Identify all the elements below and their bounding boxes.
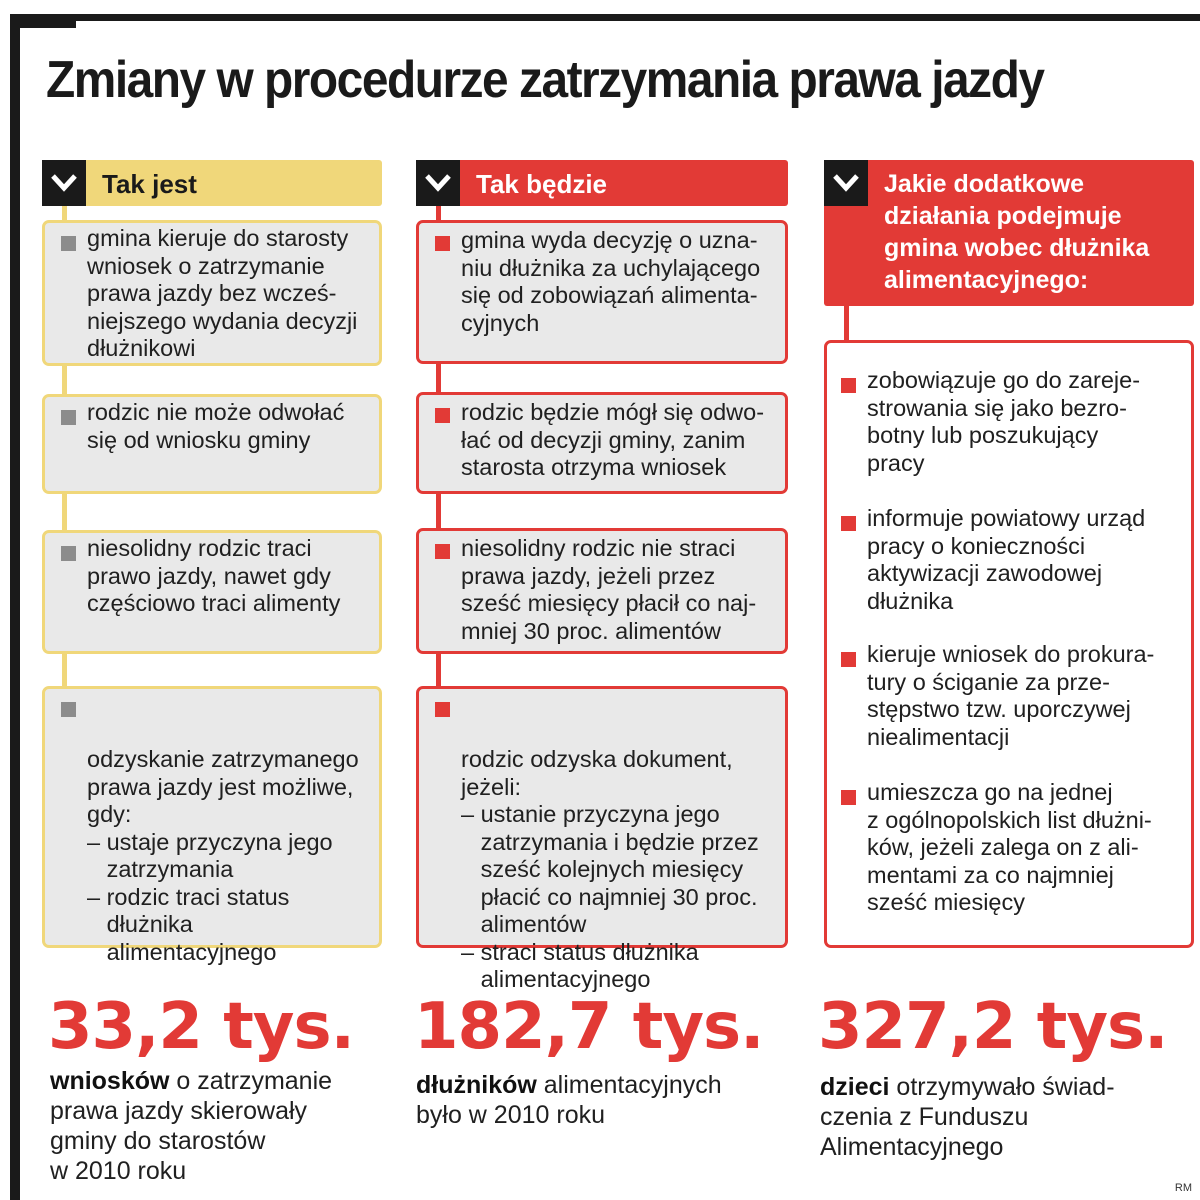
square-bullet-icon	[435, 702, 450, 717]
frame-top-rule	[10, 14, 1200, 21]
stat-3-value: 327,2 tys.	[818, 990, 1168, 1064]
col1-header	[42, 160, 382, 206]
col3-item-3	[827, 641, 1187, 757]
col3-item-1-text: zobowiązuje go do zareje- strowania się jako bezro- botny lub poszukujący pracy	[867, 367, 1141, 476]
col1-item-1-text: gmina kieruje do starosty wniosek o zatrzymanie prawa jazdy bez wcześ- niejszego wydania decyzji dłużnikowi	[87, 225, 358, 361]
col2-item-3	[416, 528, 788, 654]
col2-item-1	[416, 220, 788, 364]
square-bullet-icon	[841, 790, 856, 805]
stat-3-description: dzieci otrzymywało świad- czenia z Funduszu Alimentacyjnego	[820, 1073, 1115, 1161]
square-bullet-icon	[61, 236, 76, 251]
col3-item-4-text: umieszcza go na jednej z ogólnopolskich list dłużni- ków, jeżeli zalega on z ali- mentami za co najmniej sześć miesięcy	[867, 779, 1152, 915]
col2-header	[416, 160, 788, 206]
col2-item-3-text: niesolidny rodzic nie straci prawa jazdy, jeżeli przez sześć miesięcy płacił co naj- mniej 30 proc. alimentów	[461, 535, 757, 644]
col1-item-3-text: niesolidny rodzic traci prawo jazdy, nawet gdy częściowo traci alimenty	[87, 535, 341, 616]
square-bullet-icon	[841, 652, 856, 667]
col3-header	[824, 160, 1194, 306]
col3-item-3-text: kieruje wniosek do prokura- tury o ściganie za prze- stępstwo tzw. uporczywej niealimentacji	[867, 641, 1155, 750]
col2-item-4	[416, 686, 788, 992]
stat-1-value: 33,2 tys.	[48, 990, 354, 1064]
col1-header-label: Tak jest	[102, 169, 197, 199]
col3-item-1	[827, 367, 1187, 481]
stat-1-description: wniosków o zatrzymanie prawa jazdy skierowały gminy do starostów w 2010 roku	[50, 1067, 333, 1185]
col3-item-4	[827, 779, 1187, 925]
square-bullet-icon	[61, 410, 76, 425]
col1-item-2-text: rodzic nie może odwołać się od wniosku gminy	[87, 399, 345, 453]
col3-header-label: Jakie dodatkowe działania podejmuje gmina wobec dłużnika alimentacyjnego:	[884, 170, 1150, 294]
stat-3-bold: dzieci	[820, 1073, 890, 1101]
page-title: Zmiany w procedurze zatrzymania prawa jazdy	[46, 51, 1044, 109]
stat-1-bold: wniosków	[50, 1067, 170, 1095]
col1-item-1	[42, 220, 382, 366]
col2-item-1-text: gmina wyda decyzję o uzna- niu dłużnika za uchylającego się od zobowiązań alimenta- cyjnych	[461, 227, 761, 336]
square-bullet-icon	[61, 546, 76, 561]
square-bullet-icon	[841, 516, 856, 531]
frame-corner	[10, 14, 76, 28]
col3-item-2	[827, 505, 1187, 621]
frame-left-rule	[10, 14, 20, 1200]
col1-item-4	[42, 686, 382, 965]
square-bullet-icon	[435, 236, 450, 251]
chevron-down-icon	[42, 160, 86, 206]
chevron-down-icon	[416, 160, 460, 206]
col3-list-box	[824, 340, 1194, 948]
col3-item-2-text: informuje powiatowy urząd pracy o konieczności aktywizacji zawodowej dłużnika	[867, 505, 1146, 614]
col2-item-2-text: rodzic będzie mógł się odwo- łać od decyzji gminy, zanim starosta otrzyma wniosek	[461, 399, 765, 480]
stat-2-value: 182,7 tys.	[414, 990, 764, 1064]
col2-item-4-text: rodzic odzyska dokument, jeżeli: – ustanie przyczyna jego zatrzymania i będzie przez sześć kolejnych miesięcy płacić co najmniej 30 proc. alimentów – straci status dłużnika alimentacyjnego	[461, 746, 759, 992]
col1-item-4-text: odzyskanie zatrzymanego prawa jazdy jest możliwe, gdy: – ustaje przyczyna jego zatrzymania – rodzic traci status dłużnika alimentacyjnego	[87, 746, 359, 965]
col1-item-2	[42, 394, 382, 494]
chevron-down-icon	[824, 160, 868, 206]
col2-item-2	[416, 392, 788, 494]
col1-item-3	[42, 530, 382, 654]
stat-2-bold: dłużników	[416, 1071, 537, 1099]
square-bullet-icon	[841, 378, 856, 393]
col2-header-label: Tak będzie	[476, 169, 608, 199]
stat-2-description: dłużników alimentacyjnych było w 2010 roku	[416, 1071, 722, 1129]
author-credit: RM	[1174, 1182, 1192, 1194]
col3-connector	[844, 300, 849, 344]
square-bullet-icon	[435, 544, 450, 559]
square-bullet-icon	[435, 408, 450, 423]
square-bullet-icon	[61, 702, 76, 717]
